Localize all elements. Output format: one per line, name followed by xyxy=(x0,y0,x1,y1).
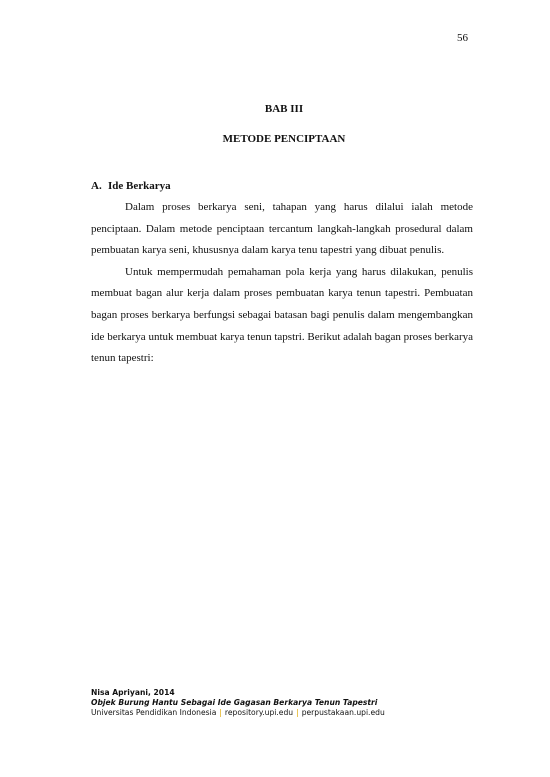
chapter-subtitle: METODE PENCIPTAAN xyxy=(222,133,346,145)
footer-work-title: Objek Burung Hantu Sebagai Ide Gagasan Berkarya Tenun Tapestri xyxy=(91,698,378,707)
footer-repository-link[interactable]: repository.upi.edu xyxy=(224,708,294,717)
body-text xyxy=(91,197,473,370)
page-number: 56 xyxy=(457,32,468,44)
footer-separator: | xyxy=(219,708,222,717)
chapter-title: BAB III xyxy=(264,103,304,115)
footer-separator: | xyxy=(296,708,299,717)
section-title: Ide Berkarya xyxy=(108,180,171,192)
footer-university: Universitas Pendidikan Indonesia xyxy=(91,708,217,717)
paragraph-1: Dalam proses berkarya seni, tahapan yang harus dilalui ialah metode penciptaan. Dalam metode penciptaan tercantum langkah-langkah prosedural dalam pembuatan karya seni, khususnya dalam karya tenu tapestri yang dibuat penulis. xyxy=(91,201,473,257)
paragraph-2: Untuk mempermudah pemahaman pola kerja yang harus dilakukan, penulis membuat bagan alur kerja dalam proses pembuatan karya tenun tapestri. Pembuatan bagan proses berkarya berfungsi sebagai batasan bagi penulis dalam mengembangkan ide berkarya untuk membuat karya tenun tapstri. Berikut adalah bagan proses berkarya tenun tapestri: xyxy=(91,265,473,365)
footer xyxy=(91,688,385,718)
section-letter: A. xyxy=(91,180,102,192)
section-heading xyxy=(91,180,171,192)
footer-library-link[interactable]: perpustakaan.upi.edu xyxy=(301,708,385,717)
footer-author: Nisa Apriyani, 2014 xyxy=(91,688,175,697)
footer-links xyxy=(91,708,385,718)
